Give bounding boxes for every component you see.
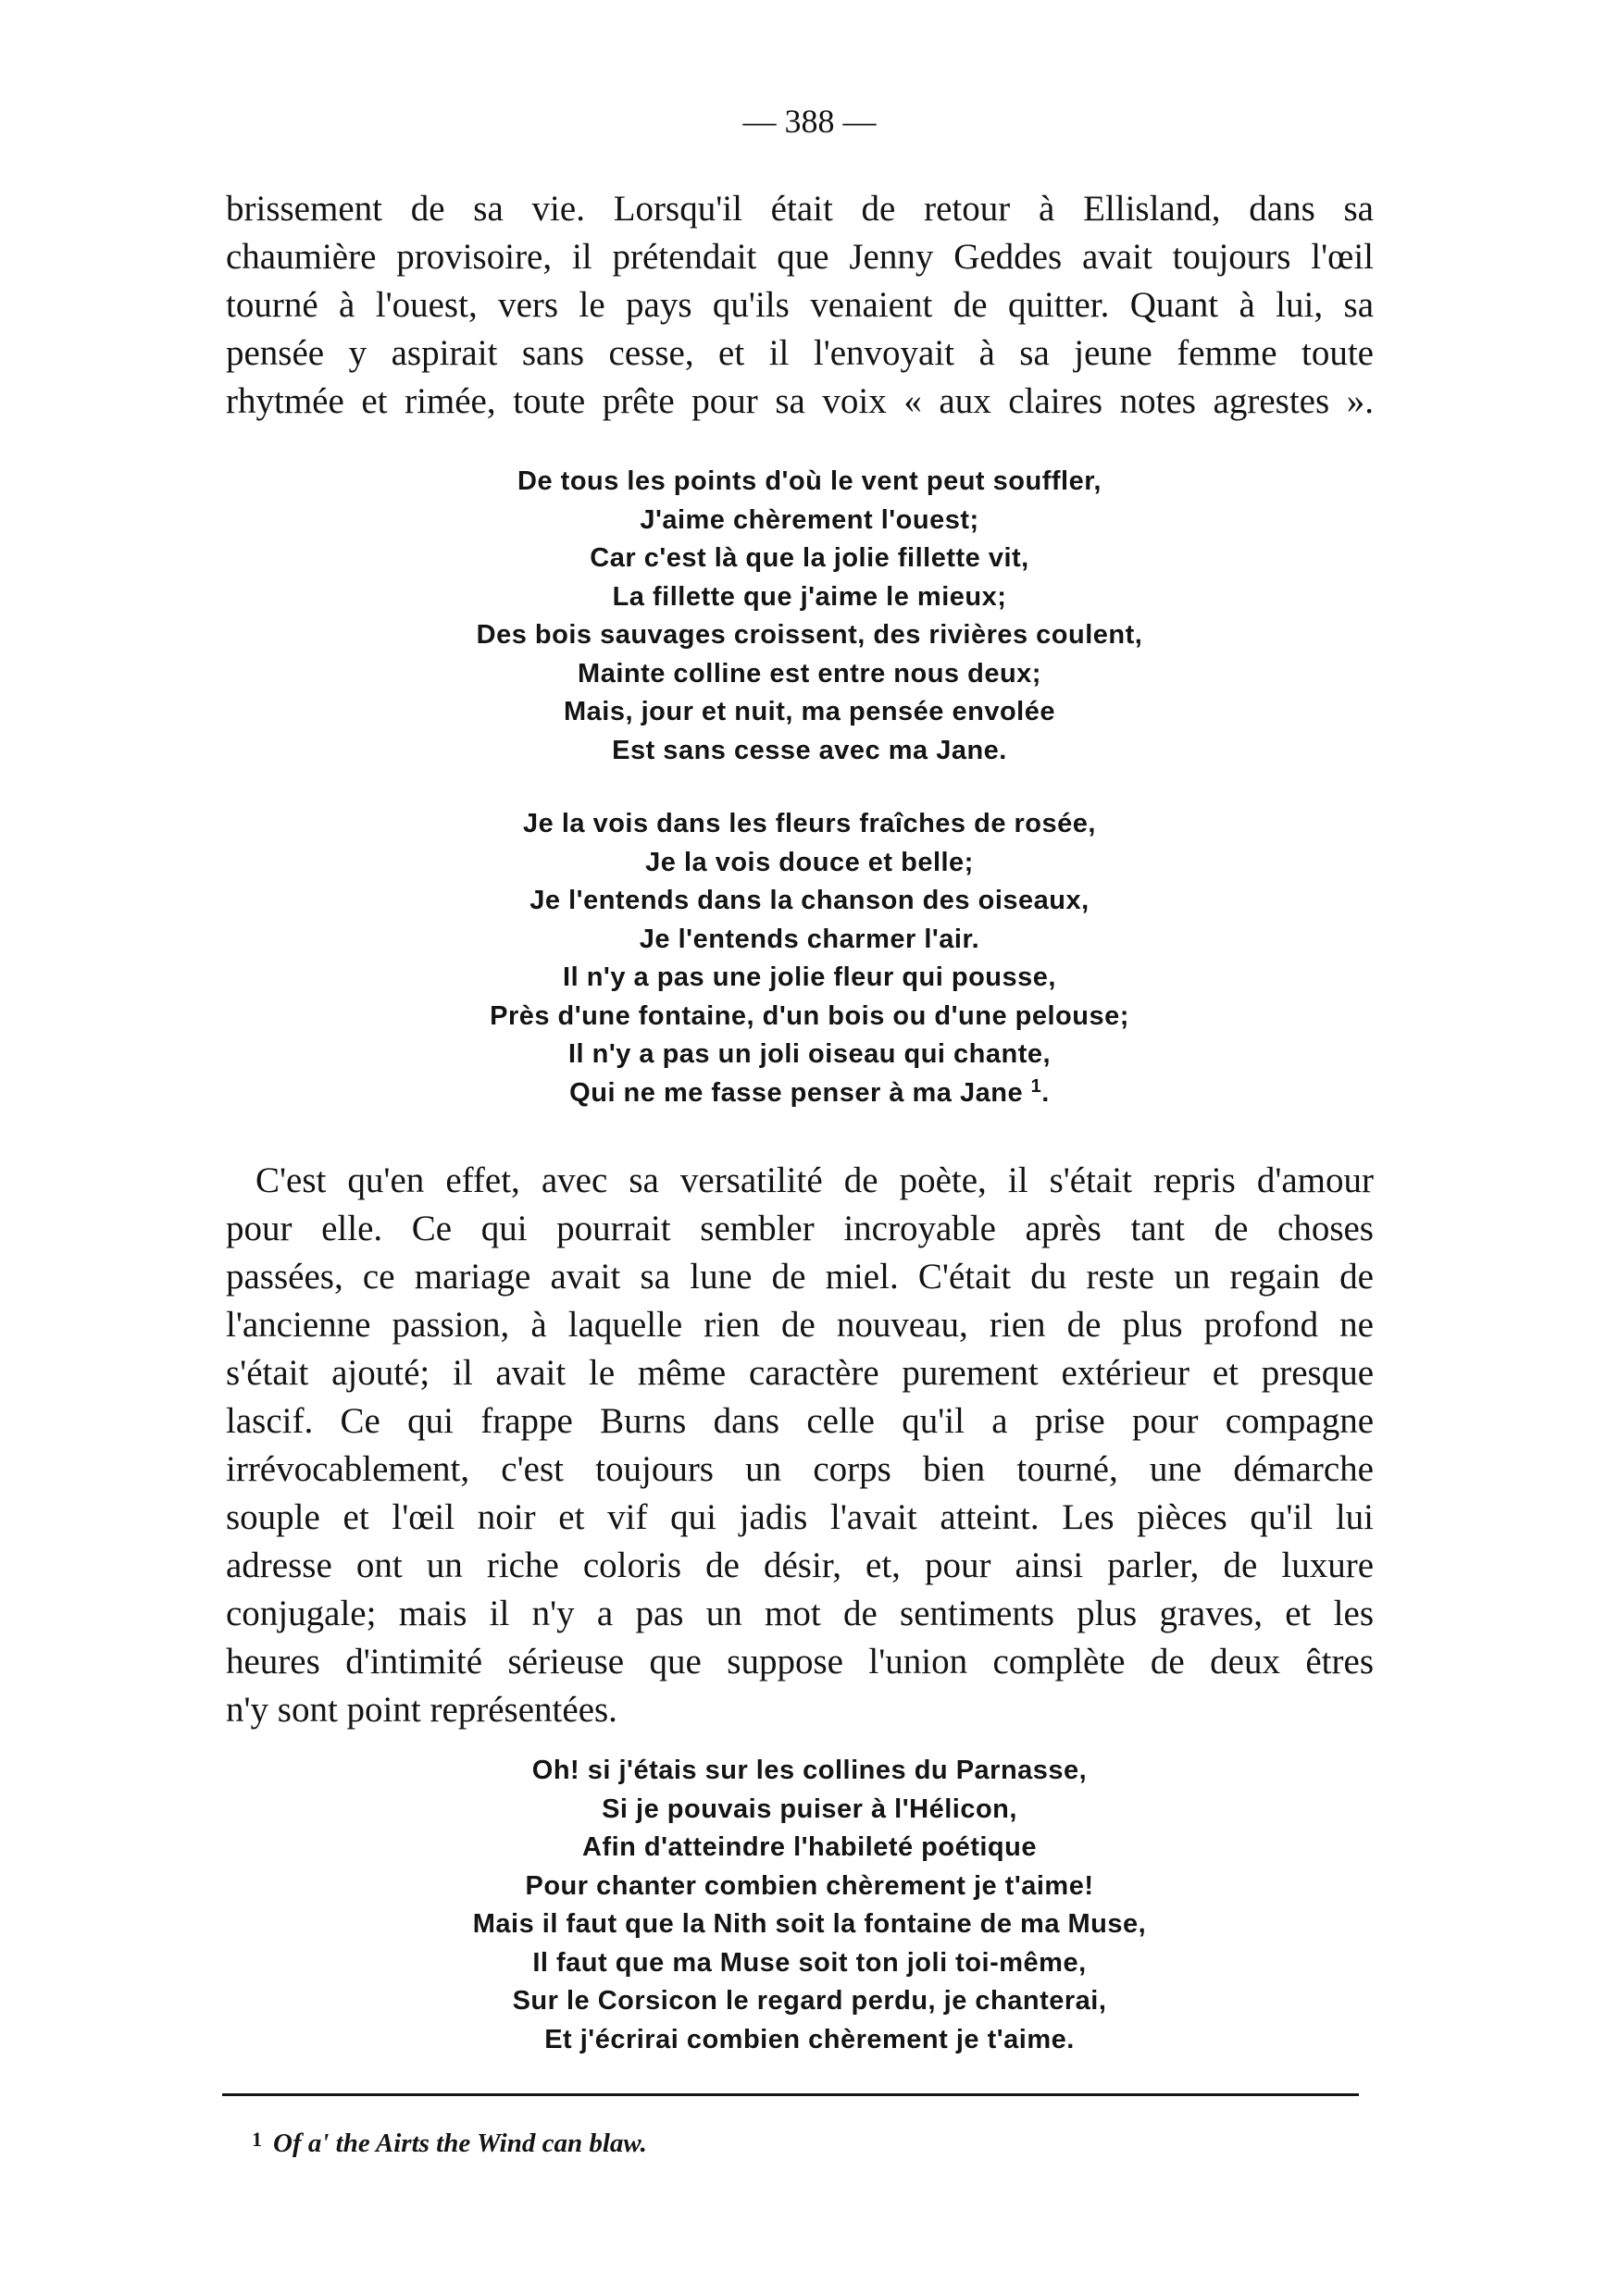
- verse-line: Sur le Corsicon le regard perdu, je chanterai,: [512, 1986, 1107, 2016]
- text-line: pensée y aspirait sans cesse, et il l'envoyait à sa jeune femme toute: [226, 333, 1374, 373]
- text-line: adresse ont un riche coloris de désir, et, pour ainsi parler, de luxure: [226, 1545, 1374, 1585]
- verse-line: Mais il faut que la Nith soit la fontaine de ma Muse,: [472, 1909, 1147, 1939]
- verse-line: Je l'entends dans la chanson des oiseaux,: [529, 886, 1090, 915]
- text-line: conjugale; mais il n'y a pas un mot de sentiments plus graves, et les: [226, 1594, 1374, 1633]
- footnote: [252, 2128, 647, 2159]
- text-line: brissement de sa vie. Lorsqu'il était de retour à Ellisland, dans sa: [226, 189, 1374, 229]
- verse-line: Oh! si j'étais sur les collines du Parnasse,: [531, 1756, 1088, 1785]
- footnote-divider: [222, 2093, 1359, 2096]
- text-line: s'était ajouté; il avait le même caractère purement extérieur et presque: [226, 1353, 1374, 1393]
- verse-line: Car c'est là que la jolie fillette vit,: [590, 543, 1029, 573]
- paragraph-body: [226, 1157, 1374, 1734]
- footnote-text: Of a' the Airts the Wind can blaw.: [273, 2128, 647, 2158]
- text-line: pour elle. Ce qui pourrait sembler incroyable après tant de choses: [226, 1209, 1374, 1248]
- verse-line: Je l'entends charmer l'air.: [639, 924, 980, 954]
- verse-line: Mais, jour et nuit, ma pensée envolée: [564, 697, 1055, 726]
- text-line: heures d'intimité sérieuse que suppose l'union complète de deux êtres: [226, 1642, 1374, 1682]
- verse-line: Près d'une fontaine, d'un bois ou d'une pelouse;: [490, 1000, 1129, 1031]
- poem-stanza-3: [0, 1752, 1619, 2059]
- verse-line: J'aime chèrement l'ouest;: [640, 504, 979, 535]
- verse-line: Pour chanter combien chèrement je t'aime!: [525, 1870, 1094, 1901]
- verse-line: Mainte colline est entre nous deux;: [578, 658, 1041, 689]
- footnote-marker: 1: [252, 2128, 262, 2151]
- text-line: l'ancienne passion, à laquelle rien de nouveau, rien de plus profond ne: [226, 1305, 1374, 1345]
- text-line: passées, ce mariage avait sa lune de miel. C'était du reste un regain de: [226, 1257, 1374, 1297]
- verse-line: Est sans cesse avec ma Jane.: [612, 735, 1007, 765]
- footnote-reference: 1: [1030, 1075, 1042, 1097]
- verse-line: Il n'y a pas une jolie fleur qui pousse,: [563, 962, 1056, 992]
- verse-line: La fillette que j'aime le mieux;: [612, 581, 1007, 612]
- verse-line: Il faut que ma Muse soit ton joli toi-même,: [532, 1947, 1087, 1978]
- verse-line: Afin d'atteindre l'habileté poétique: [582, 1832, 1037, 1862]
- text-line: chaumière provisoire, il prétendait que Jenny Geddes avait toujours l'œil: [226, 237, 1374, 277]
- verse-line: Des bois sauvages croissent, des rivières coulent,: [476, 620, 1143, 650]
- text-line: souple et l'œil noir et vif qui jadis l'avait atteint. Les pièces qu'il lui: [226, 1497, 1374, 1537]
- verse-line: Et j'écrirai combien chèrement je t'aime.: [544, 2024, 1075, 2054]
- verse-line: Je la vois douce et belle;: [645, 847, 974, 877]
- page-number: — 388 —: [742, 103, 877, 140]
- verse-line: De tous les points d'où le vent peut souffler,: [517, 466, 1102, 496]
- verse-line: Il n'y a pas un joli oiseau qui chante,: [567, 1039, 1052, 1069]
- poem-stanza-1: [0, 463, 1619, 770]
- text-line: C'est qu'en effet, avec sa versatilité de poète, il s'était repris d'amour: [255, 1160, 1374, 1200]
- verse-line-with-footnote: [0, 1074, 1619, 1113]
- verse-text: Qui ne me fasse penser à ma Jane: [569, 1077, 1024, 1108]
- text-line: irrévocablement, c'est toujours un corps bien tourné, une démarche: [226, 1449, 1374, 1489]
- verse-line: Si je pouvais puiser à l'Hélicon,: [602, 1793, 1017, 1824]
- verse-line: Je la vois dans les fleurs fraîches de rosée,: [523, 809, 1096, 838]
- poem-stanza-2: [0, 805, 1619, 1112]
- verse-end-punctuation: .: [1041, 1077, 1050, 1108]
- text-line: lascif. Ce qui frappe Burns dans celle qu'il a prise pour compagne: [226, 1401, 1374, 1441]
- text-line: tourné à l'ouest, vers le pays qu'ils venaient de quitter. Quant à lui, sa: [226, 285, 1374, 325]
- text-line: n'y sont point représentées.: [226, 1690, 617, 1730]
- text-line: rhytmée et rimée, toute prête pour sa voix « aux claires notes agrestes ».: [226, 381, 1374, 421]
- paragraph-continuation: [226, 185, 1374, 426]
